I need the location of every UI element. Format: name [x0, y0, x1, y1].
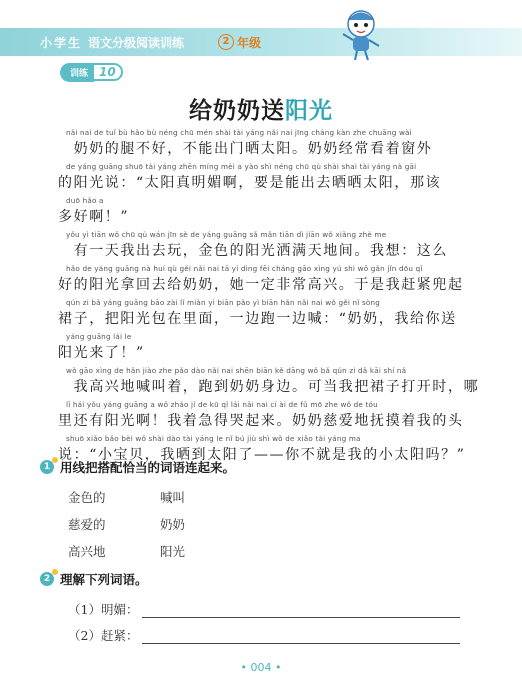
matching-right-word[interactable]: 喊叫 [160, 490, 186, 505]
question-2 [40, 570, 148, 588]
exercise-tag [60, 62, 123, 82]
passage-line [58, 332, 468, 366]
vocab-item [68, 600, 460, 618]
pinyin-line: yáng guāng lái le [66, 332, 132, 341]
hanzi-line: 说：“小宝贝，我晒到太阳了——你不就是我的小太阳吗？” [58, 447, 466, 463]
passage-title-part2: 阳光 [285, 98, 333, 124]
pinyin-line: wǒ gāo xìng de hǎn jiào zhe pǎo dào nǎi nai shēn biān kě dāng wǒ bǎ qún zi dǎ kāi shí nǎ [66, 366, 407, 375]
pinyin-line: qún zi bǎ yáng guāng bāo zài lǐ miàn yì biān pǎo yì biān hǎn nǎi nai wǒ gěi nǐ sòng [66, 298, 381, 307]
passage-line [58, 264, 468, 298]
question-number-badge: 1 [40, 460, 54, 474]
pinyin-line: shuō xiǎo bǎo bèi wǒ shài dào tài yáng le nǐ bú jiù shì wǒ de xiǎo tài yáng ma [66, 434, 361, 443]
matching-right-word[interactable]: 阳光 [160, 544, 186, 559]
pinyin-line: yǒu yì tiān wǒ chū qù wán jīn sè de yáng guāng sǎ mǎn tiān dì jiān wǒ xiǎng zhè me [66, 230, 387, 239]
hanzi-line: 好的阳光拿回去给奶奶，她一定非常高兴。于是我赶紧兜起 [58, 277, 464, 293]
hanzi-line: 阳光来了！” [58, 345, 145, 361]
matching-row[interactable] [68, 542, 185, 560]
hanzi-line: 奶奶的腿不好，不能出门晒太阳。奶奶经常看着窗外 [58, 141, 433, 157]
matching-row[interactable] [68, 488, 185, 506]
grade-number: 2 [218, 34, 234, 50]
passage-line [58, 230, 468, 264]
question-text: 理解下列词语。 [60, 572, 148, 587]
pinyin-line: lǐ hái yǒu yáng guāng a wǒ zháo jí de kū qǐ lái nǎi nai cí ài de fǔ mō zhe wǒ de tóu [66, 400, 378, 409]
answer-blank[interactable] [142, 603, 460, 618]
question-text: 用线把搭配恰当的词语连起来。 [60, 460, 236, 475]
passage [58, 128, 480, 468]
hanzi-line: 有一天我出去玩，金色的阳光洒满天地间。我想：这么 [58, 243, 448, 259]
series-title: 语文分级阅读训练 [88, 35, 185, 50]
hanzi-line: 我高兴地喊叫着，跑到奶奶身边。可当我把裙子打开时，哪 [58, 379, 480, 395]
vocab-label: （1）明媚： [68, 602, 139, 617]
hanzi-line: 裙子，把阳光包在里面，一边跑一边喊：“奶奶，我给你送 [58, 311, 457, 327]
hanzi-line: 的阳光说：“太阳真明媚啊，要是能出去晒晒太阳，那该 [58, 175, 442, 191]
matching-left-word[interactable]: 金色的 [68, 490, 106, 505]
series-brand: 小学生 [40, 35, 83, 50]
matching-left-word[interactable]: 慈爱的 [68, 517, 106, 532]
pinyin-line: de yáng guāng shuō tài yáng zhēn míng mèi a yào shì néng chū qù shài shai tài yáng nà gāi [66, 162, 417, 171]
passage-line [58, 298, 468, 332]
passage-line [58, 128, 468, 162]
series-header [40, 31, 184, 53]
passage-line [58, 196, 468, 230]
question-number-badge: 2 [40, 572, 54, 586]
answer-blank[interactable] [142, 629, 460, 644]
hanzi-line: 多好啊！” [58, 209, 130, 225]
mascot-illustration [335, 6, 387, 62]
exercise-tag-number: 10 [92, 63, 123, 81]
page-number: • 004 • [240, 661, 282, 674]
question-1 [40, 458, 235, 476]
pinyin-line: duō hǎo a [66, 196, 104, 205]
passage-line [58, 400, 468, 434]
matching-row[interactable] [68, 515, 185, 533]
hanzi-line: 里还有阳光啊！我着急得哭起来。奶奶慈爱地抚摸着我的头 [58, 413, 464, 429]
pinyin-line: hǎo de yáng guāng nà huí qù gěi nǎi nai tā yí dìng fēi cháng gāo xìng yú shì wǒ gǎn jǐn dōu qǐ [66, 264, 423, 273]
passage-title-part1: 给奶奶送 [189, 98, 285, 124]
pinyin-line: nǎi nai de tuǐ bù hǎo bù néng chū mén shài tài yáng nǎi nai jīng cháng kàn zhe chuāng wài [66, 128, 412, 137]
matching-right-word[interactable]: 奶奶 [160, 517, 186, 532]
passage-line [58, 162, 468, 196]
matching-left-word[interactable]: 高兴地 [68, 544, 106, 559]
passage-title [0, 92, 522, 125]
passage-line [58, 366, 480, 400]
grade-label [218, 31, 261, 53]
vocab-item [68, 626, 460, 644]
vocab-label: （2）赶紧： [68, 628, 139, 643]
exercise-tag-label: 训练 [60, 63, 94, 82]
grade-text: 年级 [237, 35, 262, 50]
